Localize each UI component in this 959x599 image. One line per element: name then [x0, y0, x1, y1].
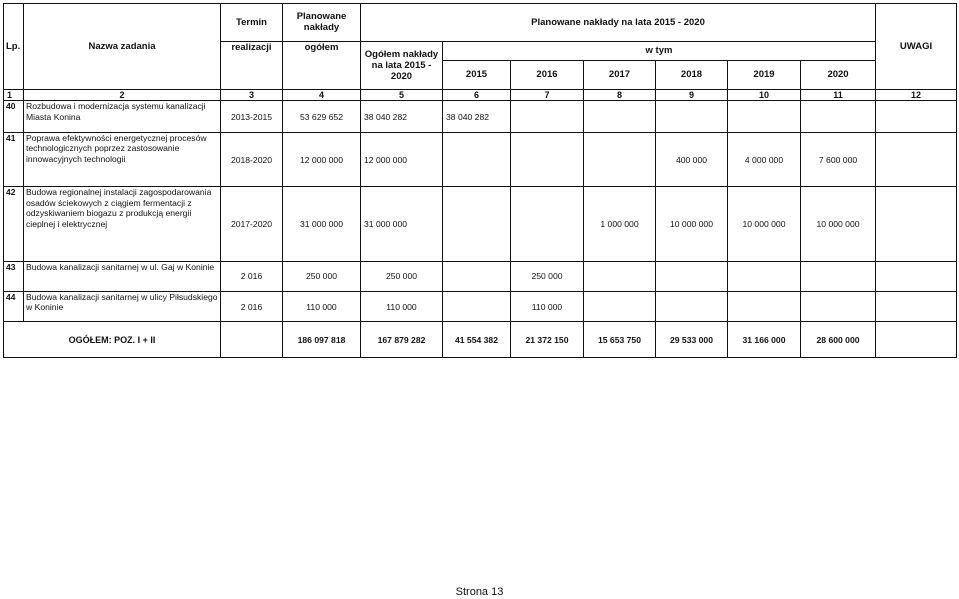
- column-number: 11: [801, 89, 876, 101]
- row-planned: 12 000 000: [283, 132, 361, 186]
- header-total-years: Ogółem nakłady na lata 2015 - 2020: [361, 41, 443, 89]
- row-lp: 41: [4, 132, 24, 186]
- row-total: 250 000: [361, 261, 443, 291]
- total-label: OGÓŁEM: POZ. I + II: [4, 322, 221, 358]
- header-term-sub: realizacji: [221, 41, 283, 89]
- row-y2020: [801, 101, 876, 132]
- total-term: [221, 322, 283, 358]
- row-y2016: [511, 101, 584, 132]
- row-total: 12 000 000: [361, 132, 443, 186]
- header-year-2020: 2020: [801, 60, 876, 89]
- total-y2016: 21 372 150: [511, 322, 584, 358]
- header-term: Termin: [221, 4, 283, 42]
- column-number: 12: [876, 89, 957, 101]
- header-year-2018: 2018: [656, 60, 728, 89]
- row-planned: 53 629 652: [283, 101, 361, 132]
- row-y2017: [584, 132, 656, 186]
- column-number: 6: [443, 89, 511, 101]
- header-year-2019: 2019: [728, 60, 801, 89]
- row-y2020: 7 600 000: [801, 132, 876, 186]
- row-lp: 43: [4, 261, 24, 291]
- row-term: 2018-2020: [221, 132, 283, 186]
- row-y2017: [584, 261, 656, 291]
- row-term: 2017-2020: [221, 187, 283, 261]
- row-y2019: 10 000 000: [728, 187, 801, 261]
- total-y2015: 41 554 382: [443, 322, 511, 358]
- total-y2020: 28 600 000: [801, 322, 876, 358]
- page-number: Strona 13: [455, 586, 504, 598]
- table-row: [4, 291, 957, 321]
- row-remarks: [876, 291, 957, 321]
- header-planned-sub: ogółem: [283, 41, 361, 89]
- row-y2018: 10 000 000: [656, 187, 728, 261]
- row-task-name: Budowa kanalizacji sanitarnej w ul. Gaj w Koninie: [24, 261, 221, 291]
- row-y2015: 38 040 282: [443, 101, 511, 132]
- column-number: 2: [24, 89, 221, 101]
- header-planned-span: Planowane nakłady na lata 2015 - 2020: [361, 4, 876, 42]
- row-task-name: Rozbudowa i modernizacja systemu kanalizacji Miasta Konina: [24, 101, 221, 132]
- row-y2016: 250 000: [511, 261, 584, 291]
- row-y2019: [728, 291, 801, 321]
- row-term: 2 016: [221, 291, 283, 321]
- table-row: [4, 187, 957, 261]
- row-total: 31 000 000: [361, 187, 443, 261]
- column-number: 8: [584, 89, 656, 101]
- row-y2015: [443, 291, 511, 321]
- table-row: [4, 101, 957, 132]
- column-number: 4: [283, 89, 361, 101]
- total-y2019: 31 166 000: [728, 322, 801, 358]
- row-planned: 110 000: [283, 291, 361, 321]
- column-number: 10: [728, 89, 801, 101]
- row-y2018: 400 000: [656, 132, 728, 186]
- column-number-row: [4, 89, 957, 101]
- header-year-2015: 2015: [443, 60, 511, 89]
- row-remarks: [876, 101, 957, 132]
- row-term: 2 016: [221, 261, 283, 291]
- row-lp: 40: [4, 101, 24, 132]
- row-y2017: [584, 291, 656, 321]
- table-row: [4, 261, 957, 291]
- row-y2019: [728, 101, 801, 132]
- total-row: [4, 322, 957, 358]
- row-lp: 44: [4, 291, 24, 321]
- table-row: [4, 132, 957, 186]
- row-total: 38 040 282: [361, 101, 443, 132]
- row-y2018: [656, 261, 728, 291]
- row-term: 2013-2015: [221, 101, 283, 132]
- row-y2016: 110 000: [511, 291, 584, 321]
- total-total: 167 879 282: [361, 322, 443, 358]
- row-y2016: [511, 187, 584, 261]
- total-y2018: 29 533 000: [656, 322, 728, 358]
- row-y2015: [443, 187, 511, 261]
- row-y2020: [801, 261, 876, 291]
- row-y2020: [801, 291, 876, 321]
- header-of-which: w tym: [443, 41, 876, 60]
- row-total: 110 000: [361, 291, 443, 321]
- row-task-name: Budowa regionalnej instalacji zagospodarowania osadów ściekowych z ciągiem fermentacji z odzyskiwaniem biogazu z produkcją energii cieplnej i elektrycznej: [24, 187, 221, 261]
- investment-plan-table: [3, 3, 957, 358]
- header-task-name: Nazwa zadania: [24, 4, 221, 90]
- row-y2017: [584, 101, 656, 132]
- row-y2018: [656, 291, 728, 321]
- column-number: 9: [656, 89, 728, 101]
- row-task-name: Budowa kanalizacji sanitarnej w ulicy Piłsudskiego w Koninie: [24, 291, 221, 321]
- column-number: 3: [221, 89, 283, 101]
- header-year-2017: 2017: [584, 60, 656, 89]
- row-remarks: [876, 187, 957, 261]
- header-planned: Planowane nakłady: [283, 4, 361, 42]
- header-remarks: UWAGI: [876, 4, 957, 90]
- total-remarks: [876, 322, 957, 358]
- row-y2019: 4 000 000: [728, 132, 801, 186]
- column-number: 1: [4, 89, 24, 101]
- total-planned: 186 097 818: [283, 322, 361, 358]
- column-number: 5: [361, 89, 443, 101]
- row-planned: 250 000: [283, 261, 361, 291]
- row-y2019: [728, 261, 801, 291]
- row-y2015: [443, 132, 511, 186]
- row-remarks: [876, 132, 957, 186]
- total-y2017: 15 653 750: [584, 322, 656, 358]
- row-lp: 42: [4, 187, 24, 261]
- row-y2018: [656, 101, 728, 132]
- row-task-name: Poprawa efektywności energetycznej procesów technologicznych poprzez zastosowanie innowacyjnych technologii: [24, 132, 221, 186]
- row-y2016: [511, 132, 584, 186]
- row-y2020: 10 000 000: [801, 187, 876, 261]
- row-y2017: 1 000 000: [584, 187, 656, 261]
- column-number: 7: [511, 89, 584, 101]
- row-planned: 31 000 000: [283, 187, 361, 261]
- header-year-2016: 2016: [511, 60, 584, 89]
- row-y2015: [443, 261, 511, 291]
- row-remarks: [876, 261, 957, 291]
- header-lp: Lp.: [4, 4, 24, 90]
- header-row-1: [4, 4, 957, 42]
